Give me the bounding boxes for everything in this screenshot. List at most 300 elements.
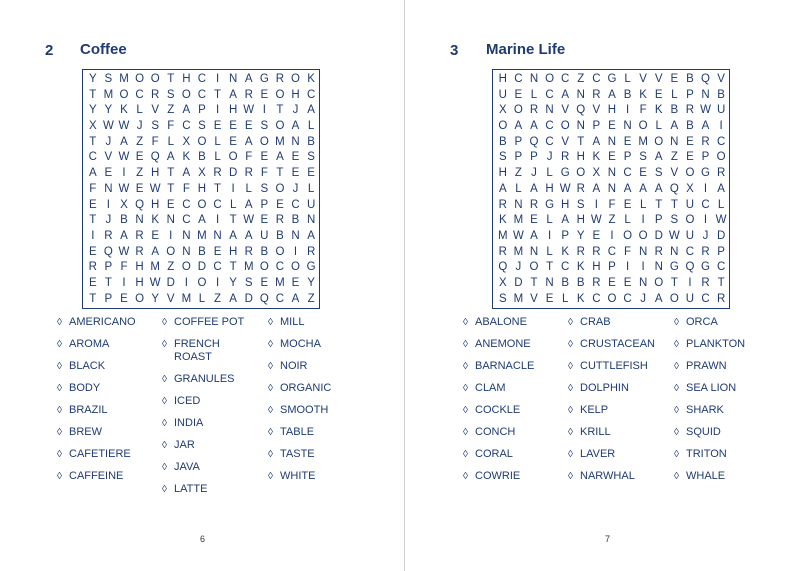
- grid-letter[interactable]: S: [151, 120, 159, 133]
- grid-letter[interactable]: Q: [259, 292, 269, 305]
- grid-letter[interactable]: T: [89, 88, 97, 101]
- grid-letter[interactable]: V: [592, 104, 601, 117]
- grid-letter[interactable]: Z: [514, 167, 522, 180]
- grid-letter[interactable]: M: [197, 229, 207, 242]
- grid-letter[interactable]: C: [291, 198, 300, 211]
- grid-letter[interactable]: H: [561, 198, 570, 211]
- grid-letter[interactable]: E: [530, 214, 538, 227]
- grid-letter[interactable]: N: [104, 182, 113, 195]
- grid-letter[interactable]: P: [104, 292, 113, 305]
- grid-letter[interactable]: F: [151, 135, 159, 148]
- grid-letter[interactable]: A: [120, 135, 128, 148]
- grid-letter[interactable]: J: [105, 214, 112, 227]
- grid-letter[interactable]: F: [608, 198, 616, 211]
- grid-letter[interactable]: R: [244, 167, 253, 180]
- grid-letter[interactable]: A: [291, 120, 300, 133]
- grid-letter[interactable]: M: [181, 292, 192, 305]
- grid-letter[interactable]: T: [214, 182, 222, 195]
- grid-letter[interactable]: O: [685, 167, 695, 180]
- grid-letter[interactable]: B: [198, 151, 206, 164]
- grid-letter[interactable]: I: [594, 198, 598, 211]
- grid-letter[interactable]: O: [197, 135, 207, 148]
- grid-letter[interactable]: S: [198, 120, 206, 133]
- grid-letter[interactable]: B: [276, 229, 284, 242]
- grid-letter[interactable]: E: [88, 245, 97, 258]
- grid-letter[interactable]: D: [166, 276, 175, 289]
- grid-letter[interactable]: I: [610, 229, 614, 242]
- grid-letter[interactable]: K: [498, 214, 507, 227]
- grid-letter[interactable]: L: [655, 120, 662, 133]
- grid-letter[interactable]: N: [529, 73, 539, 85]
- grid-letter[interactable]: X: [182, 135, 191, 148]
- grid-letter[interactable]: T: [167, 73, 175, 85]
- grid-letter[interactable]: X: [498, 104, 507, 117]
- grid-letter[interactable]: K: [151, 214, 159, 227]
- grid-letter[interactable]: B: [260, 245, 269, 258]
- grid-letter[interactable]: K: [592, 151, 601, 164]
- grid-letter[interactable]: O: [275, 88, 285, 101]
- grid-letter[interactable]: A: [623, 182, 632, 195]
- grid-letter[interactable]: A: [561, 214, 569, 227]
- grid-letter[interactable]: I: [703, 214, 708, 227]
- grid-letter[interactable]: Q: [135, 198, 145, 211]
- grid-letter[interactable]: N: [576, 88, 585, 101]
- grid-letter[interactable]: S: [639, 151, 647, 164]
- grid-letter[interactable]: C: [592, 73, 601, 85]
- grid-letter[interactable]: T: [89, 135, 97, 148]
- grid-letter[interactable]: C: [561, 73, 570, 85]
- grid-letter[interactable]: R: [213, 167, 222, 180]
- grid-letter[interactable]: S: [654, 167, 663, 180]
- grid-letter[interactable]: A: [654, 151, 663, 164]
- grid-letter[interactable]: M: [275, 135, 285, 148]
- grid-letter[interactable]: C: [716, 261, 726, 274]
- grid-letter[interactable]: Y: [88, 73, 97, 85]
- grid-letter[interactable]: E: [88, 198, 97, 211]
- grid-letter[interactable]: R: [561, 151, 570, 164]
- grid-letter[interactable]: Y: [104, 104, 113, 117]
- grid-letter[interactable]: P: [592, 120, 601, 133]
- grid-letter[interactable]: L: [717, 198, 725, 211]
- grid-letter[interactable]: E: [260, 151, 269, 164]
- grid-letter[interactable]: S: [576, 198, 585, 211]
- grid-letter[interactable]: L: [671, 88, 678, 101]
- grid-letter[interactable]: U: [685, 198, 695, 211]
- grid-letter[interactable]: P: [198, 104, 206, 117]
- grid-letter[interactable]: C: [545, 88, 554, 101]
- grid-letter[interactable]: P: [561, 229, 569, 242]
- grid-letter[interactable]: T: [89, 214, 97, 227]
- grid-letter[interactable]: C: [182, 198, 191, 211]
- grid-letter[interactable]: E: [654, 88, 663, 101]
- grid-letter[interactable]: X: [120, 198, 128, 211]
- grid-letter[interactable]: L: [198, 292, 206, 305]
- grid-letter[interactable]: J: [546, 151, 553, 164]
- grid-letter[interactable]: Z: [136, 135, 144, 148]
- grid-letter[interactable]: A: [530, 229, 538, 242]
- grid-letter[interactable]: O: [545, 73, 555, 85]
- grid-letter[interactable]: N: [607, 167, 617, 180]
- grid-letter[interactable]: N: [135, 214, 144, 227]
- grid-letter[interactable]: E: [639, 167, 647, 180]
- grid-letter[interactable]: A: [151, 245, 159, 258]
- grid-letter[interactable]: E: [260, 276, 269, 289]
- grid-letter[interactable]: B: [198, 245, 206, 258]
- grid-letter[interactable]: Z: [136, 167, 144, 180]
- grid-letter[interactable]: L: [639, 198, 647, 211]
- grid-letter[interactable]: C: [275, 292, 285, 305]
- grid-letter[interactable]: L: [515, 182, 522, 195]
- grid-letter[interactable]: A: [198, 214, 206, 227]
- grid-letter[interactable]: C: [514, 73, 523, 85]
- grid-letter[interactable]: S: [260, 182, 269, 195]
- grid-letter[interactable]: I: [547, 229, 552, 242]
- grid-letter[interactable]: A: [182, 167, 191, 180]
- grid-letter[interactable]: H: [498, 167, 507, 180]
- grid-letter[interactable]: N: [514, 198, 523, 211]
- grid-letter[interactable]: Y: [151, 292, 159, 305]
- grid-letter[interactable]: W: [118, 151, 130, 164]
- grid-letter[interactable]: C: [623, 167, 632, 180]
- grid-letter[interactable]: H: [228, 104, 238, 117]
- grid-letter[interactable]: L: [561, 292, 569, 305]
- grid-letter[interactable]: J: [515, 261, 522, 274]
- grid-letter[interactable]: O: [623, 229, 633, 242]
- grid-letter[interactable]: J: [292, 104, 299, 117]
- grid-letter[interactable]: Q: [701, 73, 710, 85]
- grid-letter[interactable]: A: [244, 73, 253, 85]
- grid-letter[interactable]: C: [182, 120, 191, 133]
- grid-letter[interactable]: V: [561, 135, 569, 148]
- grid-letter[interactable]: S: [498, 292, 507, 305]
- grid-letter[interactable]: A: [244, 229, 253, 242]
- grid-letter[interactable]: S: [498, 151, 507, 164]
- grid-letter[interactable]: G: [259, 73, 269, 85]
- grid-letter[interactable]: W: [243, 104, 255, 117]
- grid-letter[interactable]: R: [701, 276, 710, 289]
- grid-letter[interactable]: R: [151, 88, 160, 101]
- grid-letter[interactable]: U: [260, 229, 269, 242]
- grid-letter[interactable]: T: [276, 104, 284, 117]
- grid-letter[interactable]: T: [530, 276, 538, 289]
- grid-letter[interactable]: I: [106, 198, 110, 211]
- grid-letter[interactable]: N: [182, 229, 191, 242]
- grid-letter[interactable]: A: [561, 88, 569, 101]
- grid-letter[interactable]: G: [545, 198, 555, 211]
- grid-letter[interactable]: A: [514, 120, 523, 133]
- grid-letter[interactable]: R: [654, 245, 663, 258]
- grid-letter[interactable]: N: [654, 261, 663, 274]
- grid-letter[interactable]: A: [670, 120, 679, 133]
- grid-letter[interactable]: J: [702, 229, 709, 242]
- grid-letter[interactable]: I: [215, 214, 220, 227]
- grid-letter[interactable]: E: [514, 88, 523, 101]
- grid-letter[interactable]: G: [560, 167, 570, 180]
- grid-letter[interactable]: A: [592, 135, 601, 148]
- grid-letter[interactable]: P: [623, 151, 632, 164]
- grid-letter[interactable]: V: [670, 167, 679, 180]
- grid-letter[interactable]: G: [701, 167, 710, 180]
- grid-letter[interactable]: N: [701, 88, 710, 101]
- grid-letter[interactable]: B: [717, 88, 725, 101]
- grid-letter[interactable]: P: [514, 135, 523, 148]
- grid-letter[interactable]: F: [167, 120, 175, 133]
- grid-letter[interactable]: O: [560, 120, 570, 133]
- grid-letter[interactable]: A: [717, 182, 725, 195]
- grid-letter[interactable]: R: [685, 104, 695, 117]
- grid-letter[interactable]: K: [182, 151, 191, 164]
- grid-letter[interactable]: H: [291, 88, 300, 101]
- grid-letter[interactable]: D: [244, 292, 253, 305]
- grid-letter[interactable]: C: [197, 73, 207, 85]
- grid-letter[interactable]: O: [669, 292, 679, 305]
- grid-letter[interactable]: T: [546, 261, 554, 274]
- grid-letter[interactable]: Q: [685, 261, 695, 274]
- grid-letter[interactable]: C: [213, 198, 222, 211]
- grid-letter[interactable]: V: [561, 104, 569, 117]
- grid-letter[interactable]: N: [545, 104, 554, 117]
- grid-letter[interactable]: V: [166, 292, 175, 305]
- grid-letter[interactable]: N: [228, 73, 238, 85]
- grid-letter[interactable]: R: [104, 229, 113, 242]
- grid-letter[interactable]: H: [197, 182, 207, 195]
- grid-letter[interactable]: A: [530, 182, 538, 195]
- grid-letter[interactable]: R: [135, 245, 144, 258]
- grid-letter[interactable]: O: [685, 214, 695, 227]
- grid-letter[interactable]: O: [291, 261, 300, 274]
- grid-letter[interactable]: K: [561, 245, 569, 258]
- grid-letter[interactable]: Z: [307, 292, 315, 305]
- grid-letter[interactable]: E: [623, 198, 632, 211]
- grid-letter[interactable]: R: [716, 167, 726, 180]
- grid-letter[interactable]: N: [213, 229, 222, 242]
- grid-letter[interactable]: N: [291, 135, 300, 148]
- grid-letter[interactable]: O: [275, 120, 285, 133]
- grid-letter[interactable]: E: [88, 276, 97, 289]
- grid-letter[interactable]: B: [498, 135, 507, 148]
- grid-letter[interactable]: E: [135, 182, 144, 195]
- grid-letter[interactable]: A: [276, 151, 284, 164]
- grid-letter[interactable]: K: [654, 104, 663, 117]
- grid-letter[interactable]: K: [639, 88, 647, 101]
- grid-letter[interactable]: T: [577, 135, 585, 148]
- grid-letter[interactable]: N: [670, 135, 679, 148]
- grid-letter[interactable]: F: [120, 261, 128, 274]
- grid-letter[interactable]: A: [120, 229, 128, 242]
- grid-letter[interactable]: Z: [608, 214, 616, 227]
- grid-letter[interactable]: U: [685, 292, 695, 305]
- grid-letter[interactable]: I: [641, 214, 645, 227]
- grid-letter[interactable]: M: [103, 88, 114, 101]
- grid-letter[interactable]: F: [624, 245, 632, 258]
- grid-letter[interactable]: A: [244, 135, 253, 148]
- grid-letter[interactable]: C: [623, 292, 632, 305]
- grid-letter[interactable]: O: [228, 151, 238, 164]
- grid-letter[interactable]: Y: [576, 229, 585, 242]
- grid-letter[interactable]: R: [701, 135, 710, 148]
- grid-letter[interactable]: B: [120, 214, 128, 227]
- grid-letter[interactable]: A: [498, 182, 507, 195]
- grid-letter[interactable]: O: [654, 135, 664, 148]
- grid-letter[interactable]: O: [181, 261, 191, 274]
- grid-letter[interactable]: S: [307, 151, 315, 164]
- grid-letter[interactable]: U: [716, 104, 726, 117]
- grid-letter[interactable]: O: [607, 292, 617, 305]
- grid-letter[interactable]: Z: [167, 104, 175, 117]
- grid-letter[interactable]: P: [530, 151, 538, 164]
- grid-letter[interactable]: O: [166, 245, 176, 258]
- grid-letter[interactable]: W: [118, 245, 130, 258]
- grid-letter[interactable]: N: [182, 245, 191, 258]
- grid-letter[interactable]: K: [307, 73, 315, 85]
- grid-letter[interactable]: I: [625, 261, 630, 274]
- grid-letter[interactable]: A: [608, 88, 616, 101]
- grid-letter[interactable]: U: [685, 229, 695, 242]
- grid-letter[interactable]: S: [260, 120, 269, 133]
- grid-letter[interactable]: L: [307, 182, 315, 195]
- grid-letter[interactable]: I: [91, 229, 95, 242]
- grid-letter[interactable]: E: [166, 198, 175, 211]
- grid-letter[interactable]: N: [670, 245, 679, 258]
- grid-letter[interactable]: A: [654, 292, 663, 305]
- grid-letter[interactable]: C: [275, 261, 285, 274]
- grid-letter[interactable]: T: [276, 167, 284, 180]
- grid-letter[interactable]: N: [529, 245, 539, 258]
- grid-letter[interactable]: P: [686, 88, 694, 101]
- grid-letter[interactable]: B: [307, 135, 315, 148]
- grid-letter[interactable]: H: [576, 214, 585, 227]
- grid-letter[interactable]: E: [686, 151, 694, 164]
- grid-letter[interactable]: F: [245, 151, 253, 164]
- grid-letter[interactable]: A: [88, 167, 97, 180]
- grid-letter[interactable]: G: [701, 261, 710, 274]
- grid-letter[interactable]: O: [275, 182, 285, 195]
- grid-letter[interactable]: A: [530, 120, 538, 133]
- grid-letter[interactable]: L: [245, 182, 252, 195]
- grid-letter[interactable]: L: [624, 214, 631, 227]
- grid-letter[interactable]: N: [291, 229, 300, 242]
- grid-letter[interactable]: G: [607, 73, 617, 85]
- grid-letter[interactable]: I: [184, 276, 188, 289]
- grid-letter[interactable]: B: [291, 214, 300, 227]
- grid-letter[interactable]: S: [104, 73, 113, 85]
- grid-letter[interactable]: L: [214, 151, 221, 164]
- grid-letter[interactable]: C: [561, 261, 570, 274]
- grid-letter[interactable]: Y: [307, 276, 315, 289]
- grid-letter[interactable]: J: [136, 120, 143, 133]
- grid-letter[interactable]: H: [576, 151, 585, 164]
- grid-letter[interactable]: A: [654, 182, 663, 195]
- grid-letter[interactable]: O: [197, 276, 207, 289]
- grid-letter[interactable]: R: [592, 276, 601, 289]
- grid-letter[interactable]: T: [104, 276, 112, 289]
- grid-letter[interactable]: E: [291, 167, 300, 180]
- grid-letter[interactable]: O: [576, 167, 586, 180]
- grid-letter[interactable]: D: [228, 167, 238, 180]
- grid-letter[interactable]: I: [215, 104, 220, 117]
- grid-letter[interactable]: G: [669, 261, 679, 274]
- grid-letter[interactable]: J: [640, 292, 647, 305]
- grid-letter[interactable]: N: [166, 214, 175, 227]
- grid-letter[interactable]: E: [307, 167, 315, 180]
- grid-letter[interactable]: X: [686, 182, 694, 195]
- grid-letter[interactable]: D: [716, 229, 726, 242]
- grid-letter[interactable]: R: [716, 292, 726, 305]
- grid-letter[interactable]: G: [306, 261, 316, 274]
- grid-letter[interactable]: H: [151, 167, 160, 180]
- grid-letter[interactable]: O: [654, 276, 664, 289]
- grid-letter[interactable]: W: [590, 214, 602, 227]
- grid-letter[interactable]: C: [607, 245, 617, 258]
- grid-letter[interactable]: C: [135, 88, 144, 101]
- grid-letter[interactable]: K: [576, 292, 585, 305]
- grid-letter[interactable]: F: [182, 182, 190, 195]
- grid-letter[interactable]: E: [151, 229, 159, 242]
- grid-letter[interactable]: D: [514, 276, 523, 289]
- grid-letter[interactable]: Q: [576, 104, 586, 117]
- grid-letter[interactable]: R: [529, 198, 539, 211]
- grid-letter[interactable]: M: [513, 245, 524, 258]
- grid-letter[interactable]: S: [244, 276, 253, 289]
- grid-letter[interactable]: C: [213, 261, 222, 274]
- grid-letter[interactable]: E: [623, 135, 632, 148]
- grid-letter[interactable]: I: [122, 276, 126, 289]
- grid-letter[interactable]: T: [89, 292, 97, 305]
- grid-letter[interactable]: L: [214, 135, 221, 148]
- grid-letter[interactable]: E: [120, 292, 128, 305]
- grid-letter[interactable]: I: [719, 120, 723, 133]
- grid-letter[interactable]: A: [229, 229, 237, 242]
- grid-letter[interactable]: Q: [150, 151, 160, 164]
- grid-letter[interactable]: I: [215, 276, 220, 289]
- grid-letter[interactable]: R: [244, 88, 253, 101]
- grid-letter[interactable]: Q: [498, 261, 508, 274]
- grid-letter[interactable]: W: [102, 120, 114, 133]
- grid-letter[interactable]: A: [166, 151, 175, 164]
- grid-letter[interactable]: T: [229, 214, 237, 227]
- grid-letter[interactable]: Z: [167, 261, 175, 274]
- grid-letter[interactable]: Y: [88, 104, 97, 117]
- grid-letter[interactable]: E: [213, 120, 222, 133]
- grid-letter[interactable]: C: [701, 292, 710, 305]
- grid-letter[interactable]: C: [545, 135, 554, 148]
- grid-letter[interactable]: C: [685, 245, 695, 258]
- grid-letter[interactable]: E: [229, 135, 237, 148]
- grid-letter[interactable]: E: [260, 214, 269, 227]
- grid-letter[interactable]: O: [529, 261, 539, 274]
- grid-letter[interactable]: R: [592, 245, 601, 258]
- grid-letter[interactable]: H: [151, 198, 160, 211]
- grid-letter[interactable]: X: [592, 167, 601, 180]
- grid-letter[interactable]: B: [576, 276, 585, 289]
- grid-letter[interactable]: R: [275, 73, 285, 85]
- grid-letter[interactable]: V: [104, 151, 113, 164]
- grid-letter[interactable]: W: [149, 276, 161, 289]
- grid-letter[interactable]: O: [291, 73, 300, 85]
- grid-letter[interactable]: E: [104, 167, 113, 180]
- grid-letter[interactable]: I: [262, 104, 266, 117]
- grid-letter[interactable]: A: [592, 182, 601, 195]
- grid-letter[interactable]: W: [512, 229, 524, 242]
- grid-letter[interactable]: O: [150, 73, 160, 85]
- grid-letter[interactable]: C: [182, 214, 191, 227]
- grid-letter[interactable]: L: [307, 120, 315, 133]
- grid-letter[interactable]: V: [151, 104, 159, 117]
- grid-letter[interactable]: R: [529, 104, 539, 117]
- grid-letter[interactable]: J: [105, 135, 112, 148]
- grid-letter[interactable]: X: [498, 276, 507, 289]
- grid-letter[interactable]: T: [670, 198, 678, 211]
